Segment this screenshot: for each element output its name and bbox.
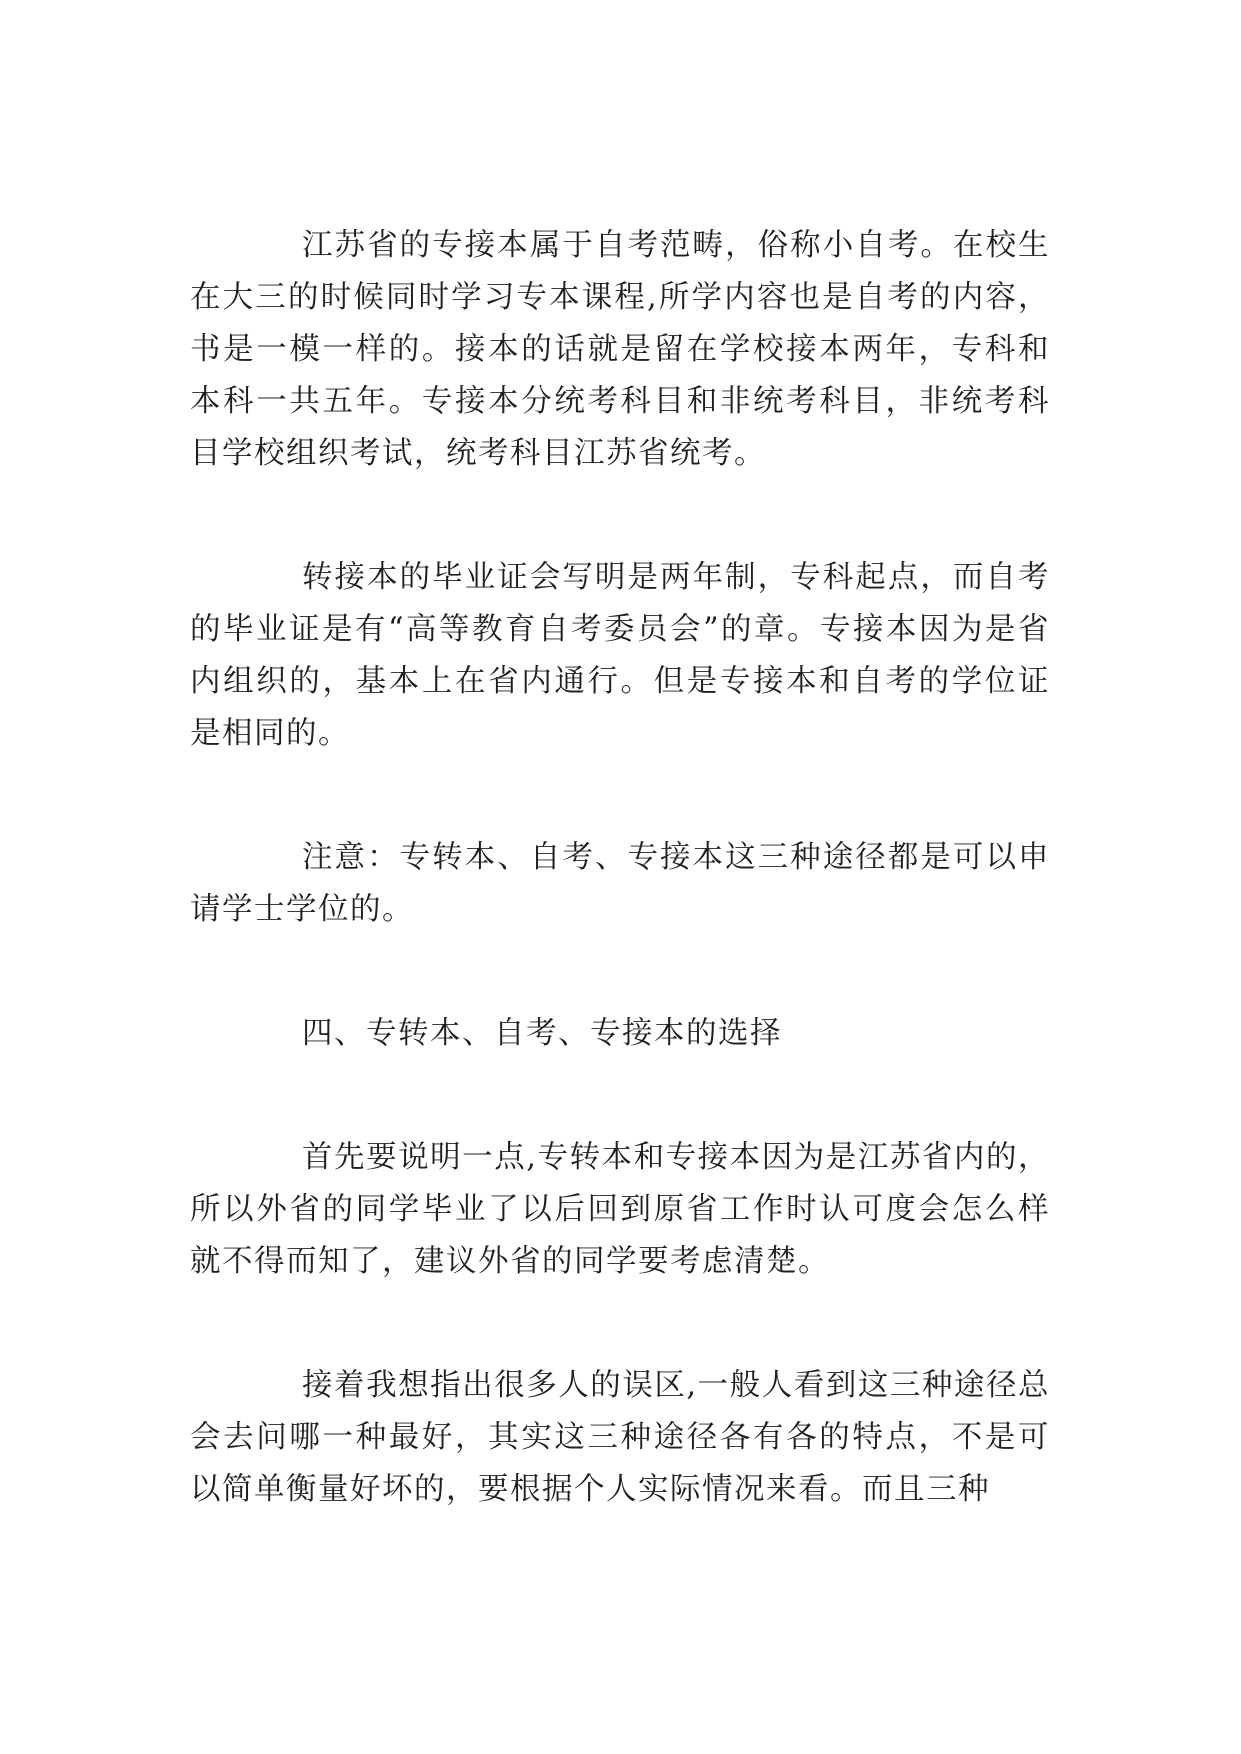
paragraph-zhuanjieben-intro: 江苏省的专接本属于自考范畴，俗称小自考。在校生在大三的时候同时学习专本课程,所学内容也是自考的内容，书是一模一样的。接本的话就是留在学校接本两年，专科和本科一共五年。专接本分统考科目和非统考科目，非统考科目学校组织考试，统考科目江苏省统考。 — [190, 228, 1050, 471]
paragraph-first-point: 首先要说明一点,专转本和专接本因为是江苏省内的，所以外省的同学毕业了以后回到原省工作时认可度会怎么样就不得而知了，建议外省的同学要考虑清楚。 — [190, 1140, 1050, 1279]
paragraph-note: 注意：专转本、自考、专接本这三种途径都是可以申请学士学位的。 — [190, 840, 1050, 927]
document-body — [190, 220, 1050, 1516]
paragraph-misconception: 接着我想指出很多人的误区,一般人看到这三种途径总会去问哪一种最好，其实这三种途径各有各的特点，不是可以简单衡量好坏的，要根据个人实际情况来看。而且三种 — [190, 1368, 1050, 1507]
paragraph-diploma: 转接本的毕业证会写明是两年制，专科起点，而自考的毕业证是有“高等教育自考委员会”的章。专接本因为是省内组织的，基本上在省内通行。但是专接本和自考的学位证是相同的。 — [190, 560, 1050, 751]
section-heading: 四、专转本、自考、专接本的选择 — [302, 1016, 782, 1051]
